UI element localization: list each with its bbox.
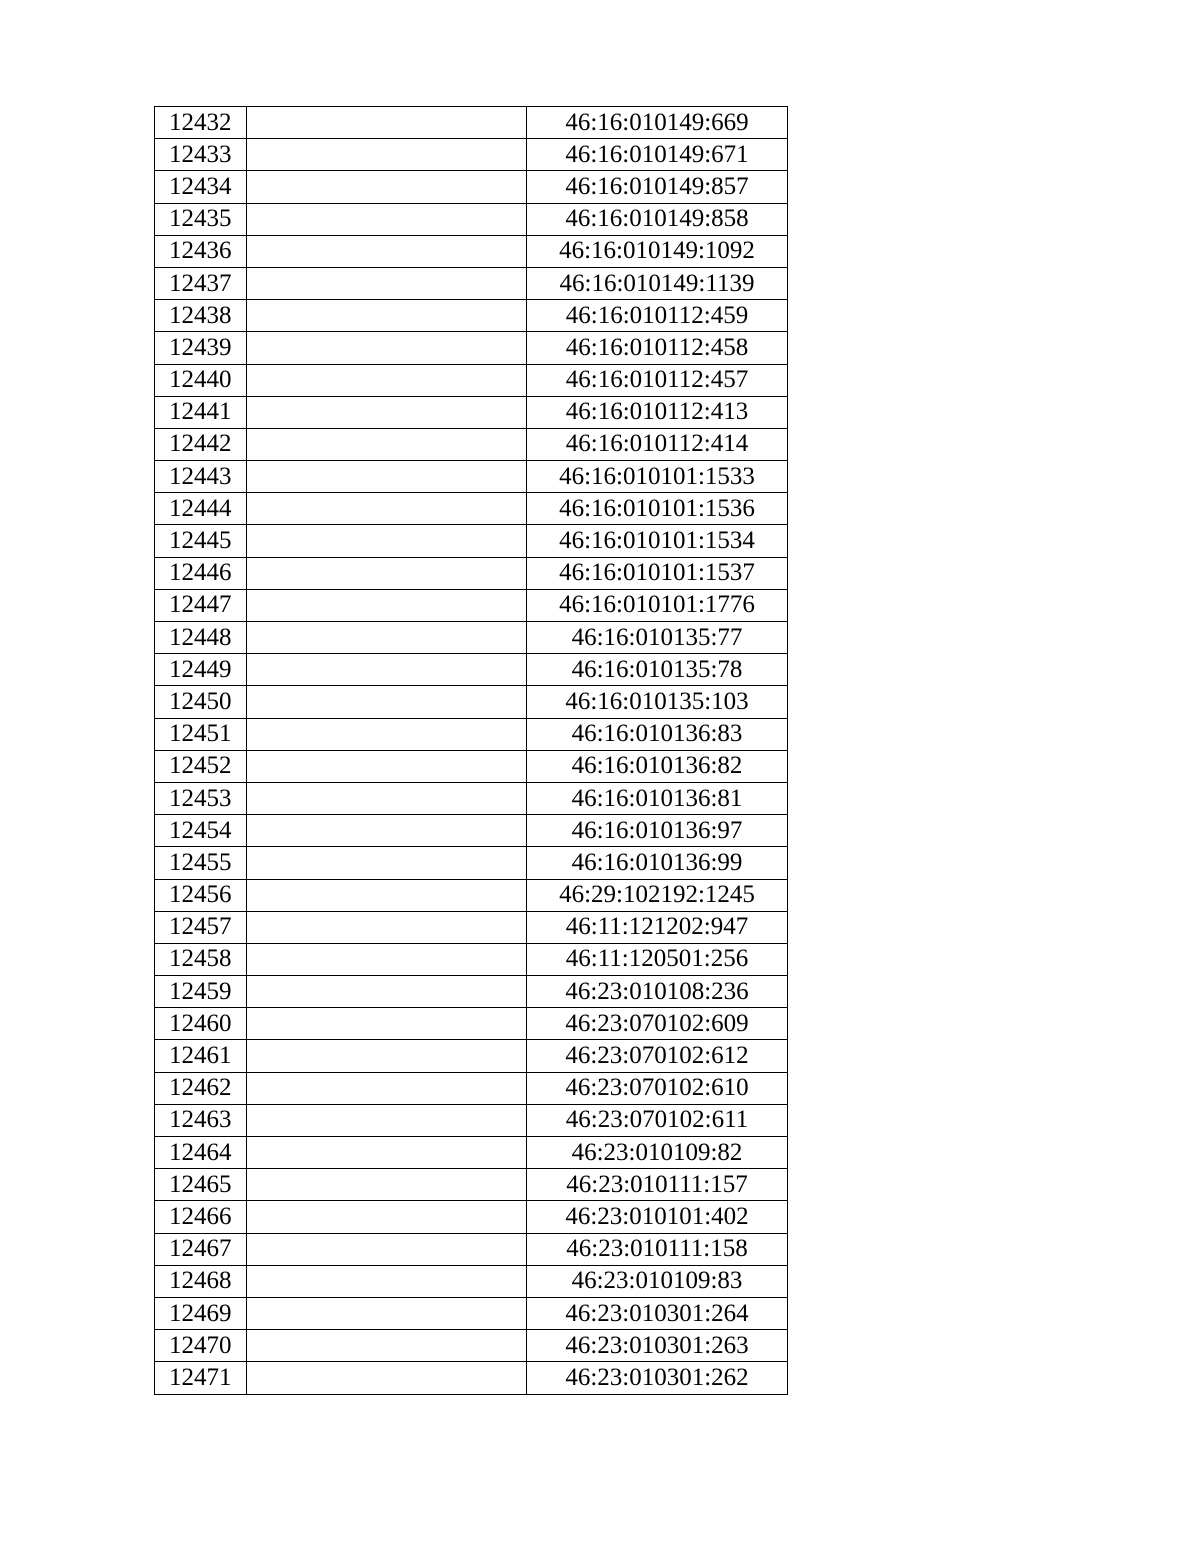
cadastral-number-cell: 46:16:010136:99 xyxy=(527,847,788,879)
empty-cell xyxy=(247,686,527,718)
table-row xyxy=(155,1137,788,1169)
cadastral-number-cell: 46:16:010112:457 xyxy=(527,364,788,396)
row-number-cell: 12446 xyxy=(155,557,247,589)
row-number-cell: 12461 xyxy=(155,1040,247,1072)
empty-cell xyxy=(247,139,527,171)
cadastral-number-cell: 46:16:010112:413 xyxy=(527,396,788,428)
empty-cell xyxy=(247,428,527,460)
row-number-cell: 12440 xyxy=(155,364,247,396)
empty-cell xyxy=(247,203,527,235)
empty-cell xyxy=(247,1137,527,1169)
cadastral-number-cell: 46:11:120501:256 xyxy=(527,943,788,975)
empty-cell xyxy=(247,300,527,332)
row-number-cell: 12435 xyxy=(155,203,247,235)
table-row xyxy=(155,525,788,557)
table-row xyxy=(155,943,788,975)
row-number-cell: 12433 xyxy=(155,139,247,171)
cadastral-number-cell: 46:16:010101:1776 xyxy=(527,589,788,621)
empty-cell xyxy=(247,1362,527,1394)
empty-cell xyxy=(247,1201,527,1233)
empty-cell xyxy=(247,235,527,267)
empty-cell xyxy=(247,364,527,396)
empty-cell xyxy=(247,171,527,203)
row-number-cell: 12434 xyxy=(155,171,247,203)
table-row xyxy=(155,654,788,686)
empty-cell xyxy=(247,1104,527,1136)
table-row xyxy=(155,622,788,654)
cadastral-number-cell: 46:16:010136:81 xyxy=(527,782,788,814)
cadastral-number-cell: 46:23:010111:157 xyxy=(527,1169,788,1201)
empty-cell xyxy=(247,589,527,621)
table-row xyxy=(155,686,788,718)
row-number-cell: 12458 xyxy=(155,943,247,975)
cadastral-number-cell: 46:16:010136:83 xyxy=(527,718,788,750)
row-number-cell: 12450 xyxy=(155,686,247,718)
cadastral-number-cell: 46:16:010101:1536 xyxy=(527,493,788,525)
table-row xyxy=(155,557,788,589)
row-number-cell: 12432 xyxy=(155,107,247,139)
empty-cell xyxy=(247,1008,527,1040)
row-number-cell: 12451 xyxy=(155,718,247,750)
table-row xyxy=(155,750,788,782)
cadastral-number-cell: 46:23:010301:262 xyxy=(527,1362,788,1394)
empty-cell xyxy=(247,1040,527,1072)
empty-cell xyxy=(247,525,527,557)
row-number-cell: 12466 xyxy=(155,1201,247,1233)
table-row xyxy=(155,1362,788,1394)
empty-cell xyxy=(247,815,527,847)
row-number-cell: 12436 xyxy=(155,235,247,267)
empty-cell xyxy=(247,1330,527,1362)
cadastral-number-cell: 46:23:010301:264 xyxy=(527,1297,788,1329)
table-row xyxy=(155,782,788,814)
empty-cell xyxy=(247,750,527,782)
empty-cell xyxy=(247,654,527,686)
cadastral-number-cell: 46:16:010149:857 xyxy=(527,171,788,203)
table-row xyxy=(155,396,788,428)
table-row xyxy=(155,493,788,525)
table-row xyxy=(155,1330,788,1362)
row-number-cell: 12464 xyxy=(155,1137,247,1169)
empty-cell xyxy=(247,1072,527,1104)
row-number-cell: 12456 xyxy=(155,879,247,911)
table-row xyxy=(155,847,788,879)
cadastral-number-cell: 46:23:070102:612 xyxy=(527,1040,788,1072)
cadastral-number-cell: 46:16:010149:858 xyxy=(527,203,788,235)
table-row xyxy=(155,139,788,171)
cadastral-number-cell: 46:16:010101:1534 xyxy=(527,525,788,557)
cadastral-number-cell: 46:23:070102:611 xyxy=(527,1104,788,1136)
cadastral-number-cell: 46:23:070102:610 xyxy=(527,1072,788,1104)
cadastral-number-cell: 46:16:010112:414 xyxy=(527,428,788,460)
cadastral-number-cell: 46:16:010135:78 xyxy=(527,654,788,686)
table-row xyxy=(155,1072,788,1104)
table-row xyxy=(155,235,788,267)
table-row xyxy=(155,267,788,299)
row-number-cell: 12444 xyxy=(155,493,247,525)
row-number-cell: 12445 xyxy=(155,525,247,557)
empty-cell xyxy=(247,107,527,139)
cadastral-number-cell: 46:29:102192:1245 xyxy=(527,879,788,911)
cadastral-number-cell: 46:16:010136:82 xyxy=(527,750,788,782)
table-row xyxy=(155,879,788,911)
empty-cell xyxy=(247,622,527,654)
row-number-cell: 12449 xyxy=(155,654,247,686)
cadastral-number-cell: 46:16:010149:669 xyxy=(527,107,788,139)
row-number-cell: 12463 xyxy=(155,1104,247,1136)
row-number-cell: 12455 xyxy=(155,847,247,879)
cadastral-number-cell: 46:16:010136:97 xyxy=(527,815,788,847)
empty-cell xyxy=(247,557,527,589)
empty-cell xyxy=(247,718,527,750)
row-number-cell: 12470 xyxy=(155,1330,247,1362)
row-number-cell: 12443 xyxy=(155,461,247,493)
table-row xyxy=(155,171,788,203)
table-row xyxy=(155,1008,788,1040)
empty-cell xyxy=(247,461,527,493)
table-row xyxy=(155,1201,788,1233)
empty-cell xyxy=(247,493,527,525)
row-number-cell: 12453 xyxy=(155,782,247,814)
row-number-cell: 12465 xyxy=(155,1169,247,1201)
row-number-cell: 12448 xyxy=(155,622,247,654)
cadastral-number-cell: 46:23:010109:83 xyxy=(527,1265,788,1297)
empty-cell xyxy=(247,396,527,428)
table-row xyxy=(155,911,788,943)
row-number-cell: 12441 xyxy=(155,396,247,428)
empty-cell xyxy=(247,1297,527,1329)
table-row xyxy=(155,203,788,235)
cadastral-number-cell: 46:16:010112:458 xyxy=(527,332,788,364)
empty-cell xyxy=(247,782,527,814)
row-number-cell: 12462 xyxy=(155,1072,247,1104)
table-row xyxy=(155,976,788,1008)
table-row xyxy=(155,1297,788,1329)
empty-cell xyxy=(247,1265,527,1297)
row-number-cell: 12442 xyxy=(155,428,247,460)
row-number-cell: 12454 xyxy=(155,815,247,847)
row-number-cell: 12460 xyxy=(155,1008,247,1040)
empty-cell xyxy=(247,332,527,364)
empty-cell xyxy=(247,943,527,975)
empty-cell xyxy=(247,879,527,911)
cadastral-number-cell: 46:23:010301:263 xyxy=(527,1330,788,1362)
table-row xyxy=(155,1040,788,1072)
empty-cell xyxy=(247,1169,527,1201)
cadastral-number-cell: 46:23:010108:236 xyxy=(527,976,788,1008)
table-row xyxy=(155,1233,788,1265)
row-number-cell: 12459 xyxy=(155,976,247,1008)
cadastral-number-cell: 46:16:010112:459 xyxy=(527,300,788,332)
empty-cell xyxy=(247,267,527,299)
row-number-cell: 12469 xyxy=(155,1297,247,1329)
cadastral-number-cell: 46:23:010111:158 xyxy=(527,1233,788,1265)
cadastral-number-cell: 46:16:010135:103 xyxy=(527,686,788,718)
row-number-cell: 12471 xyxy=(155,1362,247,1394)
cadastral-number-cell: 46:23:010101:402 xyxy=(527,1201,788,1233)
table-row xyxy=(155,107,788,139)
empty-cell xyxy=(247,1233,527,1265)
table-row xyxy=(155,1265,788,1297)
cadastral-number-cell: 46:16:010149:1139 xyxy=(527,267,788,299)
row-number-cell: 12437 xyxy=(155,267,247,299)
cadastral-table xyxy=(154,106,788,1395)
row-number-cell: 12452 xyxy=(155,750,247,782)
table-row xyxy=(155,428,788,460)
table-row xyxy=(155,461,788,493)
table-row xyxy=(155,815,788,847)
cadastral-number-cell: 46:23:070102:609 xyxy=(527,1008,788,1040)
empty-cell xyxy=(247,976,527,1008)
row-number-cell: 12457 xyxy=(155,911,247,943)
row-number-cell: 12468 xyxy=(155,1265,247,1297)
table-body xyxy=(155,107,788,1395)
cadastral-number-cell: 46:16:010101:1533 xyxy=(527,461,788,493)
table-row xyxy=(155,332,788,364)
cadastral-number-cell: 46:16:010101:1537 xyxy=(527,557,788,589)
table-row xyxy=(155,1104,788,1136)
cadastral-number-cell: 46:11:121202:947 xyxy=(527,911,788,943)
empty-cell xyxy=(247,847,527,879)
cadastral-number-cell: 46:16:010135:77 xyxy=(527,622,788,654)
row-number-cell: 12467 xyxy=(155,1233,247,1265)
row-number-cell: 12439 xyxy=(155,332,247,364)
cadastral-number-cell: 46:16:010149:1092 xyxy=(527,235,788,267)
row-number-cell: 12447 xyxy=(155,589,247,621)
table-row xyxy=(155,589,788,621)
row-number-cell: 12438 xyxy=(155,300,247,332)
table-row xyxy=(155,364,788,396)
cadastral-number-cell: 46:16:010149:671 xyxy=(527,139,788,171)
table-row xyxy=(155,300,788,332)
cadastral-number-cell: 46:23:010109:82 xyxy=(527,1137,788,1169)
table-row xyxy=(155,718,788,750)
empty-cell xyxy=(247,911,527,943)
table-row xyxy=(155,1169,788,1201)
